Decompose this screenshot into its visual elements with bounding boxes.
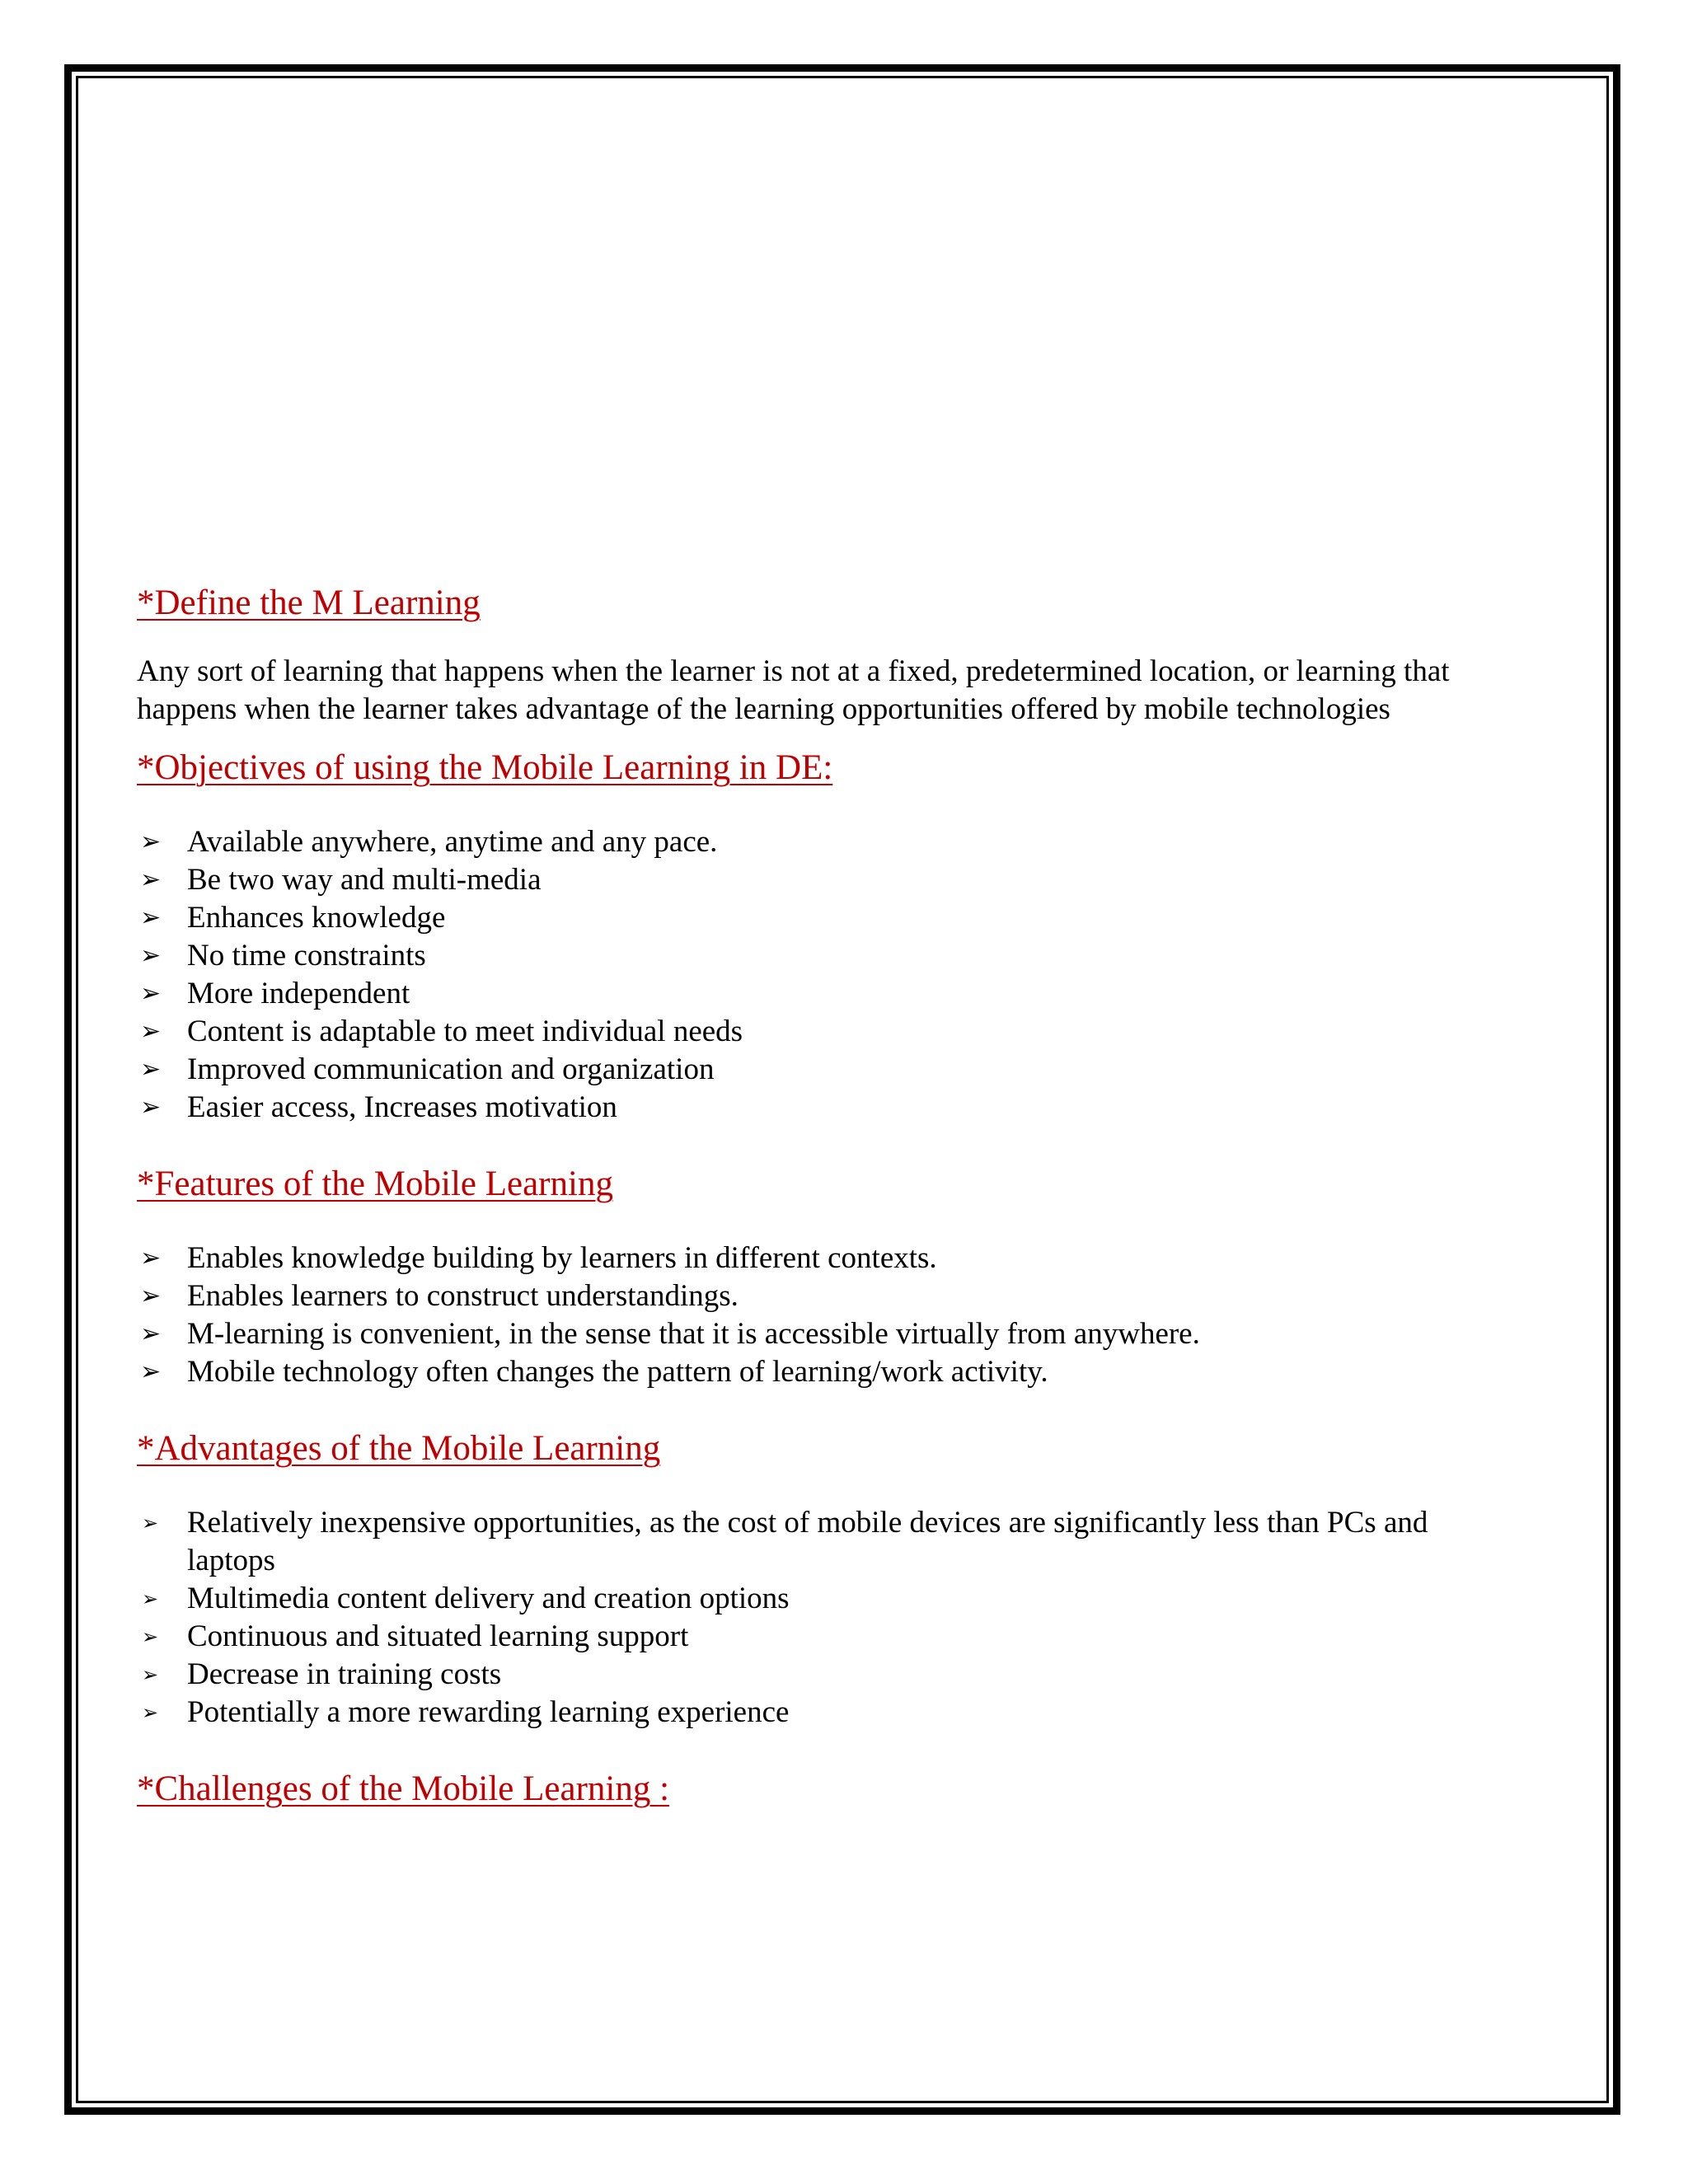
advantages-list	[137, 1504, 1456, 1732]
arrow-bullet-icon: ➢	[140, 827, 162, 856]
document-body	[137, 581, 1456, 1811]
list-item: ➢ Enables knowledge building by learners in different contexts.	[137, 1240, 1456, 1277]
arrow-bullet-icon: ➢	[142, 1663, 159, 1686]
advantages-heading: *Advantages of the Mobile Learning	[137, 1429, 661, 1468]
list-item: ➢ Continuous and situated learning support	[137, 1618, 1456, 1656]
define-paragraph: Any sort of learning that happens when the learner is not at a fixed, predetermined location, or learning that happens when the learner takes advantage of the learning opportunities offered by mobile technologies	[137, 654, 1450, 726]
list-item: ➢ M-learning is convenient, in the sense that it is accessible virtually from anywhere.	[137, 1315, 1456, 1353]
list-item: ➢ No time constraints	[137, 937, 1456, 975]
list-item: ➢ Relatively inexpensive opportunities, as the cost of mobile devices are significantly less than PCs and laptops	[142, 1506, 1428, 1577]
objectives-list	[137, 823, 1456, 1127]
arrow-bullet-icon: ➢	[140, 1282, 162, 1310]
list-item: ➢ Multimedia content delivery and creation options	[137, 1580, 1456, 1618]
arrow-bullet-icon: ➢	[142, 1511, 159, 1535]
list-item: ➢ Improved communication and organization	[137, 1051, 1456, 1089]
arrow-bullet-icon: ➢	[140, 1244, 162, 1272]
objectives-heading: *Objectives of using the Mobile Learning in DE:	[137, 748, 833, 787]
arrow-bullet-icon: ➢	[140, 941, 162, 970]
list-item: ➢ Potentially a more rewarding learning experience	[137, 1694, 1456, 1732]
list-item: ➢ Mobile technology often changes the pattern of learning/work activity.	[137, 1353, 1456, 1391]
arrow-bullet-icon: ➢	[142, 1701, 159, 1724]
arrow-bullet-icon: ➢	[140, 1357, 162, 1386]
list-item: ➢ Decrease in training costs	[137, 1656, 1456, 1694]
arrow-bullet-icon: ➢	[140, 1055, 162, 1084]
arrow-bullet-icon: ➢	[140, 1017, 162, 1046]
challenges-heading: *Challenges of the Mobile Learning :	[137, 1769, 670, 1808]
arrow-bullet-icon: ➢	[140, 1093, 162, 1122]
features-heading: *Features of the Mobile Learning	[137, 1165, 613, 1203]
list-item: ➢ Enables learners to construct understandings.	[137, 1277, 1456, 1315]
list-item: ➢ Easier access, Increases motivation	[137, 1089, 1456, 1127]
define-heading: *Define the M Learning	[137, 583, 481, 622]
features-list	[137, 1240, 1456, 1391]
list-item: ➢ Content is adaptable to meet individual needs	[137, 1013, 1456, 1051]
arrow-bullet-icon: ➢	[142, 1587, 159, 1610]
list-item: ➢ Be two way and multi-media	[137, 861, 1456, 899]
arrow-bullet-icon: ➢	[140, 1319, 162, 1348]
list-item: ➢ Available anywhere, anytime and any pace.	[137, 823, 1456, 861]
arrow-bullet-icon: ➢	[140, 865, 162, 894]
arrow-bullet-icon: ➢	[140, 903, 162, 932]
arrow-bullet-icon: ➢	[142, 1625, 159, 1648]
arrow-bullet-icon: ➢	[140, 979, 162, 1008]
list-item: ➢ Enhances knowledge	[137, 899, 1456, 937]
list-item: ➢ More independent	[137, 975, 1456, 1013]
